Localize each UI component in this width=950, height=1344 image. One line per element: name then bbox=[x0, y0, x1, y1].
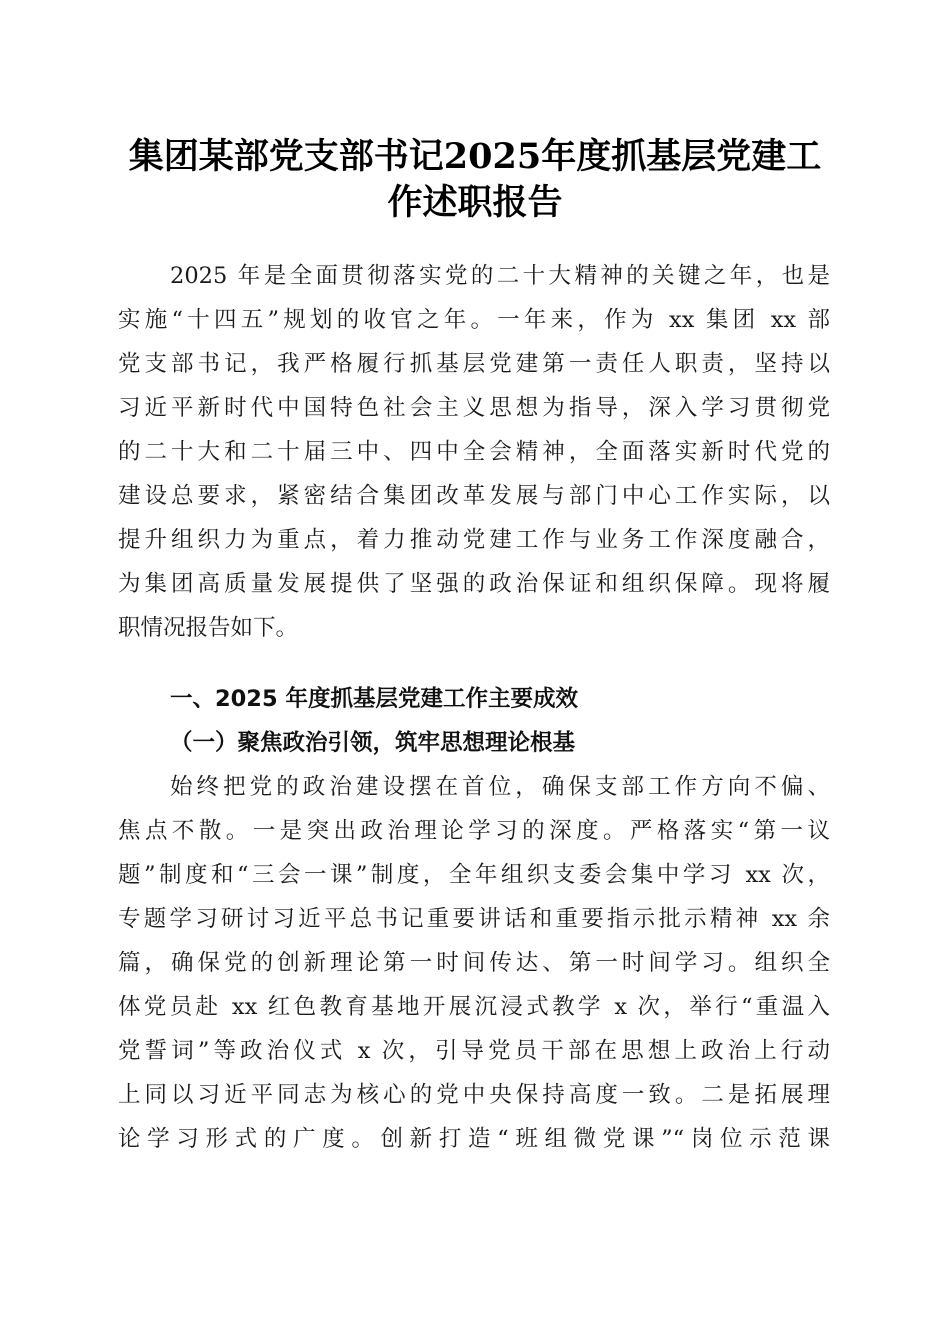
subsection-heading: （一）聚焦政治引领，筑牢思想理论根基 bbox=[170, 730, 576, 756]
body-paragraph bbox=[118, 765, 830, 1161]
paragraph-line: 始终把党的政治建设摆在首位，确保支部工作方向不偏、 bbox=[170, 774, 830, 800]
paragraph-line: 体党员赴 xx 红色教育基地开展沉浸式教学 x 次，举行“重温入 bbox=[118, 994, 830, 1020]
paragraph-line: 建设总要求，紧密结合集团改革发展与部门中心工作实际，以 bbox=[118, 483, 830, 509]
document-title bbox=[100, 134, 850, 226]
paragraph-line: 党支部书记，我严格履行抓基层党建第一责任人职责，坚持以 bbox=[118, 351, 830, 377]
paragraph-line: 上同以习近平同志为核心的党中央保持高度一致。二是拓展理 bbox=[118, 1082, 830, 1108]
title-line: 集团某部党支部书记2025年度抓基层党建工 bbox=[128, 136, 822, 177]
paragraph-line: 为集团高质量发展提供了坚强的政治保证和组织保障。现将履 bbox=[118, 571, 830, 597]
paragraph-line: 论学习形式的广度。创新打造“班组微党课”“岗位示范课 bbox=[118, 1126, 830, 1152]
section-heading: 一、2025 年度抓基层党建工作主要成效 bbox=[170, 686, 578, 712]
paragraph-line: 题”制度和“三会一课”制度，全年组织支委会集中学习 xx 次， bbox=[118, 862, 830, 888]
intro-paragraph bbox=[118, 254, 830, 650]
paragraph-line: 职情况报告如下。 bbox=[118, 615, 299, 641]
paragraph-line: 习近平新时代中国特色社会主义思想为指导，深入学习贯彻党 bbox=[118, 395, 830, 421]
paragraph-line: 的二十大和二十届三中、四中全会精神，全面落实新时代党的 bbox=[118, 439, 830, 465]
paragraph-line: 提升组织力为重点，着力推动党建工作与业务工作深度融合， bbox=[118, 527, 830, 553]
paragraph-line: 焦点不散。一是突出政治理论学习的深度。严格落实“第一议 bbox=[118, 818, 830, 844]
paragraph-line: 2025 年是全面贯彻落实党的二十大精神的关键之年，也是 bbox=[170, 263, 830, 289]
paragraph-line: 党誓词”等政治仪式 x 次，引导党员干部在思想上政治上行动 bbox=[118, 1038, 830, 1064]
paragraph-line: 篇，确保党的创新理论第一时间传达、第一时间学习。组织全 bbox=[118, 950, 830, 976]
paragraph-line: 专题学习研讨习近平总书记重要讲话和重要指示批示精神 xx 余 bbox=[118, 906, 830, 932]
title-line: 作述职报告 bbox=[387, 182, 563, 223]
paragraph-line: 实施“十四五”规划的收官之年。一年来，作为 xx 集团 xx 部 bbox=[118, 307, 830, 333]
